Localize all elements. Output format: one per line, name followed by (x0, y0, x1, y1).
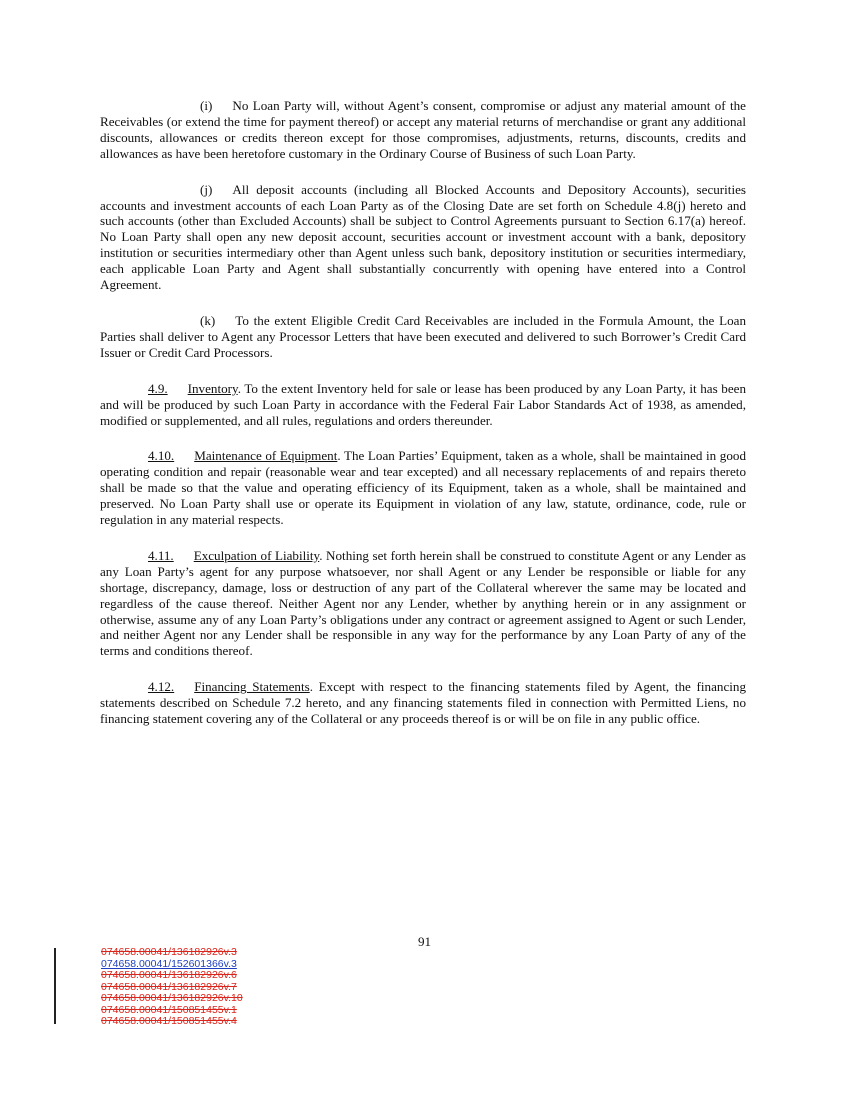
section-4-9 (100, 381, 746, 429)
doc-id-deleted: 074658.00041/150851455v.4 (101, 1015, 237, 1027)
section-text: . Except with respect to the financing statements filed by Agent, the financing statements described on Schedule 7.2 hereto, and any financing statements filed in connection with Permitted Liens, no financing statement covering any of the Collateral or any proceeds thereof is or will be on file in any public office. (100, 679, 746, 727)
paragraph-j (100, 182, 746, 293)
section-number: 4.12. (148, 679, 175, 695)
section-4-10 (100, 448, 746, 528)
clause-text: All deposit accounts (including all Blocked Accounts and Depository Accounts), securities accounts and investment accounts of each Loan Party as of the Closing Date are set forth on Schedule 4.8(j) hereto and such accounts (other than Excluded Accounts) shall be subject to Control Agreements pursuant to Section 6.17(a) hereof. No Loan Party shall open any new deposit account, securities account or investment account with a bank, depository institution or securities intermediary other than Agent unless such bank, depository institution or securities intermediary, each applicable Loan Party and Agent shall substantially concurrently with opening have entered into a Control Agreement. (100, 181, 746, 293)
section-text: . Nothing set forth herein shall be construed to constitute Agent or any Lender as any Loan Party’s agent for any purpose whatsoever, nor shall Agent or any Lender be responsible or liable for any shortage, discrepancy, damage, loss or destruction of any part of the Collateral wherever the same may be located and regardless of the cause thereof. Neither Agent nor any Lender, whether by anything herein or in any assignment or otherwise, assume any of any Loan Party’s obligations under any contract or agreement assigned to Agent or such Lender, and neither Agent nor any Lender shall be responsible in any way for the performance by any Loan Party of any of the terms and conditions thereof. (100, 547, 746, 659)
section-title: Financing Statements (194, 679, 310, 695)
section-title: Inventory (187, 380, 238, 396)
document-body (100, 98, 746, 747)
document-id-block (101, 947, 243, 1028)
clause-text: To the extent Eligible Credit Card Receivables are included in the Formula Amount, the Loan Parties shall deliver to Agent any Processor Letters that have been executed and delivered to such Borrower’s Credit Card Issuer or Credit Card Processors. (100, 312, 746, 360)
section-number: 4.10. (148, 448, 175, 464)
doc-id-deleted: 074658.00041/150851455v.1 (101, 1003, 237, 1016)
section-4-12 (100, 679, 746, 727)
section-title: Maintenance of Equipment (194, 448, 338, 464)
doc-id-deleted: 074658.00041/136182926v.10 (101, 992, 243, 1004)
section-title: Exculpation of Liability (193, 547, 320, 563)
section-4-11 (100, 548, 746, 659)
paragraph-i (100, 98, 746, 162)
page-number: 91 (417, 934, 432, 949)
clause-label: (j) (200, 181, 213, 197)
doc-id-deleted: 074658.00041/136182926v.7 (101, 980, 237, 993)
revision-bar (54, 948, 56, 1024)
paragraph-k (100, 313, 746, 361)
section-number: 4.9. (148, 380, 168, 396)
doc-id-deleted: 074658.00041/136182926v.6 (101, 969, 237, 981)
clause-label: (k) (200, 312, 216, 328)
doc-id-inserted: 074658.00041/152601366v.3 (101, 957, 237, 970)
clause-text: No Loan Party will, without Agent’s consent, compromise or adjust any material amount of the Receivables (or extend the time for payment thereof) or accept any material returns of merchandise or grant any additional discounts, allowances or credits thereon except for those compromises, adjustments, returns, discounts, credits and allowances as have been heretofore customary in the Ordinary Course of Business of such Loan Party. (100, 98, 746, 161)
section-number: 4.11. (148, 547, 174, 563)
clause-label: (i) (200, 98, 213, 113)
section-text: . The Loan Parties’ Equipment, taken as a whole, shall be maintained in good operating condition and repair (reasonable wear and tear excepted) and all necessary replacements of and repairs thereto shall be made so that the value and operating efficiency of its Equipment, taken as a whole, shall be maintained and preserved. No Loan Party shall use or operate its Equipment in violation of any law, statute, ordinance, code, rule or regulation in any material respects. (100, 448, 746, 528)
section-text: . To the extent Inventory held for sale or lease has been produced by any Loan Party, it has been and will be produced by such Loan Party in accordance with the Federal Fair Labor Standards Act of 1938, as amended, modified or supplemented, and all rules, regulations and orders thereunder. (100, 380, 746, 428)
doc-id-deleted: 074658.00041/136182926v.3 (101, 946, 237, 958)
